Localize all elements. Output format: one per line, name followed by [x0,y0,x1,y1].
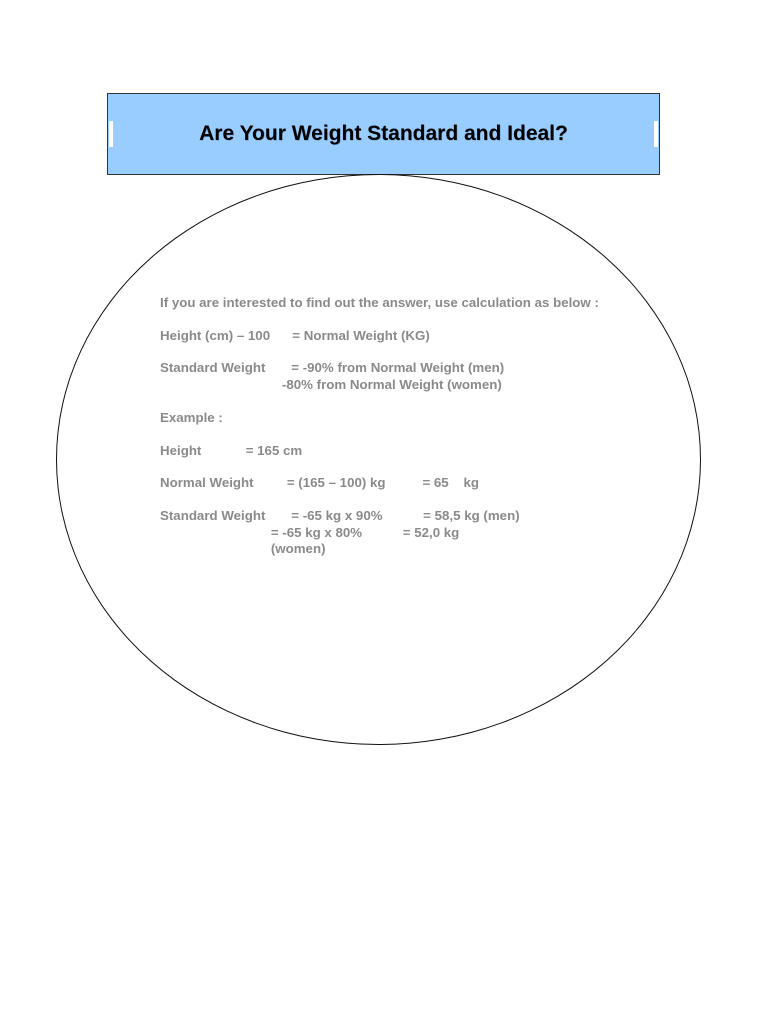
example-standard-women: = -65 kg x 80% = 52,0 kg [160,524,460,540]
example-standard-women-label: (women) [160,541,326,557]
intro-text: If you are interested to find out the answer, use calculation as below : [160,295,599,310]
title-banner [107,93,660,175]
example-standard-men: Standard Weight = -65 kg x 90% = 58,5 kg (men) [160,507,520,523]
standard-weight-women: -80% from Normal Weight (women) [160,377,502,393]
calculation-content [160,295,600,558]
example-label: Example : [160,409,223,425]
title-left-marker [109,121,113,147]
page-title: Are Your Weight Standard and Ideal? [199,122,568,145]
standard-weight-men: Standard Weight = -90% from Normal Weight (men) [160,360,505,376]
example-normal-weight: Normal Weight = (165 – 100) kg = 65 kg [160,475,479,491]
normal-weight-formula: Height (cm) – 100 = Normal Weight (KG) [160,327,430,343]
example-height: Height = 165 cm [160,442,303,458]
title-right-marker [654,121,658,147]
